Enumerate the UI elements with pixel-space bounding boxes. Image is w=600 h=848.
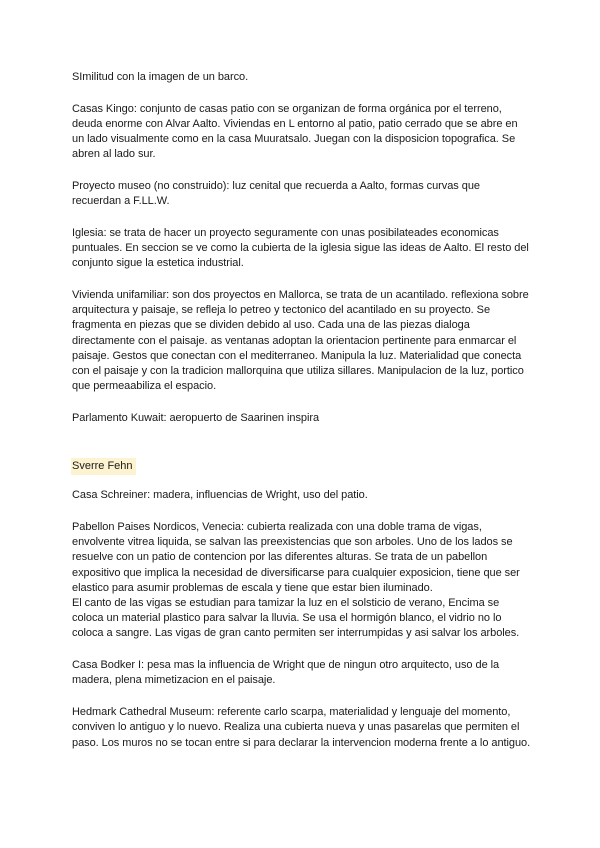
- paragraph-canto-vigas: El canto de las vigas se estudian para tamizar la luz en el solsticio de verano, Encima se coloca un material plastico para salvar la lluvia. Se usa el hormigón blanco, el vidrio no lo coloca a sangre. Las vigas de gran canto permiten ser interrumpidas y asi salvar los arboles.: [72, 597, 520, 640]
- paragraph-proyecto-museo: Proyecto museo (no construido): luz cenital que recuerda a Aalto, formas curvas que recuerdan a F.LL.W.: [72, 180, 480, 208]
- paragraph-ship-similarity: SImilitud con la imagen de un barco.: [72, 71, 249, 83]
- paragraph-hedmark-museum: Hedmark Cathedral Museum: referente carlo scarpa, materialidad y lenguaje del momento, conviven lo antiguo y lo nuevo. Realiza una cubierta nueva y unas pasarelas que permiten el paso. Los muros no se tocan entre si para declarar la intervencion moderna frente a lo antiguo.: [72, 706, 531, 749]
- paragraph-casa-bodker: Casa Bodker I: pesa mas la influencia de Wright que de ningun otro arquitecto, uso de la madera, plena mimetizacion en el paisaje.: [72, 659, 500, 687]
- paragraph-vivienda-unifamiliar: Vivienda unifamiliar: son dos proyectos en Mallorca, se trata de un acantilado. reflexiona sobre arquitectura y paisaje, se refleja lo petreo y tectonico del acantilado en su proyecto. Se fragmenta en piezas que se dividen debido al uso. Cada una de las piezas dialoga directamente con el paisaje. as ventanas adoptan la orientacion pertinente para enmarcar el paisaje. Gestos que conectan con el mediterraneo. Manipula la luz. Materialidad que conecta con el paisaje y con la tradicion mallorquina que utiliza sillares. Manipulacion de la luz, portico que permeaabiliza el espacio.: [72, 289, 529, 393]
- paragraph-pabellon-nordicos: Pabellon Paises Nordicos, Venecia: cubierta realizada con una doble trama de vigas, envolvente vitrea liquida, se salvan las preexistencias que son arboles. Uno de los lados se resuelve con un patio de contencion por las diferentes alturas. Se trata de un pabellon expositivo que implica la necesidad de diversificarse para cualquier exposicion, tiene que ser elastico para asumir problemas de escala y tiene que estar bien iluminado.: [72, 521, 520, 594]
- section-heading-container: [72, 456, 532, 475]
- document-page: [72, 70, 532, 767]
- paragraph-parlamento-kuwait: Parlamento Kuwait: aeropuerto de Saarinen inspira: [72, 411, 320, 424]
- paragraph-casas-kingo: Casas Kingo: conjunto de casas patio con se organizan de forma orgánica por el terreno, deuda enorme con Alvar Aalto. Viviendas en L entorno al patio, patio cerrado que se abre en un lado visualmente como en la casa Muuratsalo. Juegan con la disposicion topografica. Se abren al lado sur.: [72, 102, 518, 161]
- paragraph-casa-schreiner: Casa Schreiner: madera, influencias de Wright, uso del patio.: [72, 489, 368, 502]
- paragraph-iglesia: Iglesia: se trata de hacer un proyecto seguramente con unas posibilateades economicas puntuales. En seccion se ve como la cubierta de la iglesia sigue las ideas de Aalto. El resto del conjunto sigue la estetica industrial.: [72, 226, 529, 270]
- section-heading-sverre-fehn: Sverre Fehn: [71, 458, 136, 475]
